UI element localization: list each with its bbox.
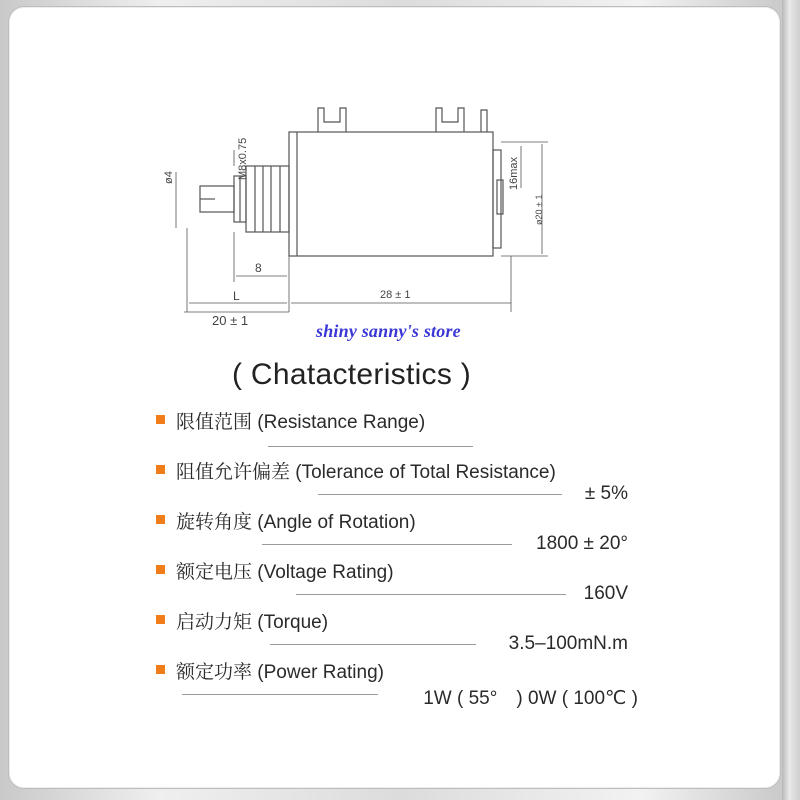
label-L: L xyxy=(233,289,240,303)
spec-leader-line xyxy=(318,494,562,495)
spec-leader-line xyxy=(262,544,512,545)
label-20: 20 ± 1 xyxy=(212,313,249,328)
spec-value: 1W ( 55° ) 0W ( 100℃ ) xyxy=(423,688,638,709)
spec-value: ± 5% xyxy=(584,483,628,504)
store-watermark: shiny sanny's store xyxy=(316,321,461,341)
orange-bullet-icon xyxy=(156,665,165,674)
label-body-dia: ø20 ± 1 xyxy=(534,194,544,225)
label-shaft-dia: ø4 xyxy=(163,171,175,184)
spec-label: 额定功率 (Power Rating) xyxy=(176,662,384,683)
spec-leader-line xyxy=(268,446,473,447)
characteristics-heading: ( Chatacteristics ) xyxy=(232,358,472,391)
terminal-left xyxy=(318,108,346,132)
label-thread: M8x0.75 xyxy=(237,137,249,180)
spec-label: 阻值允许偏差 (Tolerance of Total Resistance) xyxy=(176,462,556,483)
spec-row xyxy=(0,605,800,655)
spec-leader-line xyxy=(270,644,476,645)
terminal-rear xyxy=(481,110,487,132)
label-body-height: 16max xyxy=(508,156,520,190)
spec-value: 3.5–100mN.m xyxy=(508,633,628,654)
spec-label: 额定电压 (Voltage Rating) xyxy=(176,562,394,583)
spec-row xyxy=(0,505,800,555)
orange-bullet-icon xyxy=(156,465,165,474)
spec-row xyxy=(0,405,800,455)
spec-row xyxy=(0,655,800,709)
rear-tab xyxy=(497,180,503,214)
orange-bullet-icon xyxy=(156,615,165,624)
spec-value: 160V xyxy=(583,583,628,604)
spec-leader-line xyxy=(296,594,566,595)
terminal-right xyxy=(436,108,464,132)
label-28: 28 ± 1 xyxy=(380,289,411,301)
spec-label: 限值范围 (Resistance Range) xyxy=(176,412,426,433)
label-8: 8 xyxy=(255,261,262,275)
spec-leader-line xyxy=(182,694,378,695)
orange-bullet-icon xyxy=(156,565,165,574)
spec-label: 旋转角度 (Angle of Rotation) xyxy=(176,512,416,533)
body-outline xyxy=(289,132,493,256)
spec-label: 启动力矩 (Torque) xyxy=(176,612,329,633)
spec-row xyxy=(0,555,800,605)
spec-row xyxy=(0,455,800,505)
spec-value: 1800 ± 20° xyxy=(536,533,628,554)
orange-bullet-icon xyxy=(156,415,165,424)
nut-outline xyxy=(246,166,289,232)
orange-bullet-icon xyxy=(156,515,165,524)
